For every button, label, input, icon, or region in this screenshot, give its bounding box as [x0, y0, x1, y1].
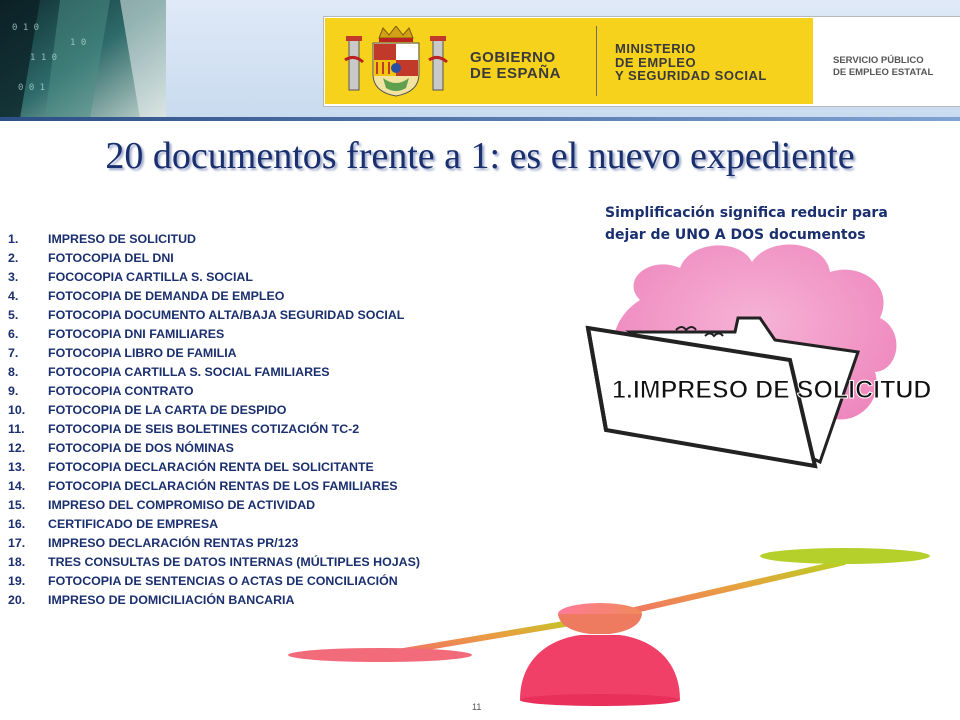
list-item: 8. FOTOCOPIA CARTILLA S. SOCIAL FAMILIARES: [8, 365, 330, 379]
list-item: 18. TRES CONSULTAS DE DATOS INTERNAS (MÚLTIPLES HOJAS): [8, 555, 420, 569]
svg-text:0 0 1: 0 0 1: [18, 83, 46, 93]
list-item: 7. FOTOCOPIA LIBRO DE FAMILIA: [8, 346, 237, 360]
page-number: 11: [472, 702, 482, 712]
list-item: 20. IMPRESO DE DOMICILIACIÓN BANCARIA: [8, 593, 295, 607]
ministerio-text: MINISTERIO DE EMPLEO Y SEGURIDAD SOCIAL: [615, 41, 767, 84]
list-item: 13. FOTOCOPIA DECLARACIÓN RENTA DEL SOLICITANTE: [8, 460, 374, 474]
list-item: 6. FOTOCOPIA DNI FAMILIARES: [8, 327, 225, 341]
list-item: 2. FOTOCOPIA DEL DNI: [8, 251, 174, 265]
list-item: 4. FOTOCOPIA DE DEMANDA DE EMPLEO: [8, 289, 285, 303]
list-item: 3. FOCOCOPIA CARTILLA S. SOCIAL: [8, 270, 253, 284]
list-item: 15. IMPRESO DEL COMPROMISO DE ACTIVIDAD: [8, 498, 316, 512]
folder-label: 1.IMPRESO DE SOLICITUD: [612, 376, 932, 404]
list-item: 11. FOTOCOPIA DE SEIS BOLETINES COTIZACIÓN TC-2: [8, 422, 360, 436]
list-item: 14. FOTOCOPIA DECLARACIÓN RENTAS DE LOS FAMILIARES: [8, 479, 398, 493]
list-item: 5. FOTOCOPIA DOCUMENTO ALTA/BAJA SEGURIDAD SOCIAL: [8, 308, 405, 322]
svg-text:1 1 0: 1 1 0: [30, 53, 58, 63]
list-item: 12. FOTOCOPIA DE DOS NÓMINAS: [8, 441, 234, 455]
pedestal-steps: [288, 548, 930, 706]
gobierno-text: GOBIERNO DE ESPAÑA: [470, 49, 561, 82]
list-item: 1. IMPRESO DE SOLICITUD: [8, 232, 197, 246]
page-title: 20 documentos frente a 1: es el nuevo expediente: [105, 135, 855, 177]
svg-text:0 1 0: 0 1 0: [12, 23, 40, 33]
list-item: 19. FOTOCOPIA DE SENTENCIAS O ACTAS DE CONCILIACIÓN: [8, 574, 398, 588]
list-item: 16. CERTIFICADO DE EMPRESA: [8, 517, 219, 531]
svg-text:1 0: 1 0: [70, 38, 87, 48]
list-item: 9. FOTOCOPIA CONTRATO: [8, 384, 194, 398]
list-item: 10. FOTOCOPIA DE LA CARTA DE DESPIDO: [8, 403, 287, 417]
servicio-publico-text: SERVICIO PÚBLICO DE EMPLEO ESTATAL: [833, 55, 934, 78]
list-item: 17. IMPRESO DECLARACIÓN RENTAS PR/123: [8, 536, 299, 550]
simplification-note: Simplificación significa reducir para dejar de UNO A DOS documentos: [605, 205, 888, 243]
